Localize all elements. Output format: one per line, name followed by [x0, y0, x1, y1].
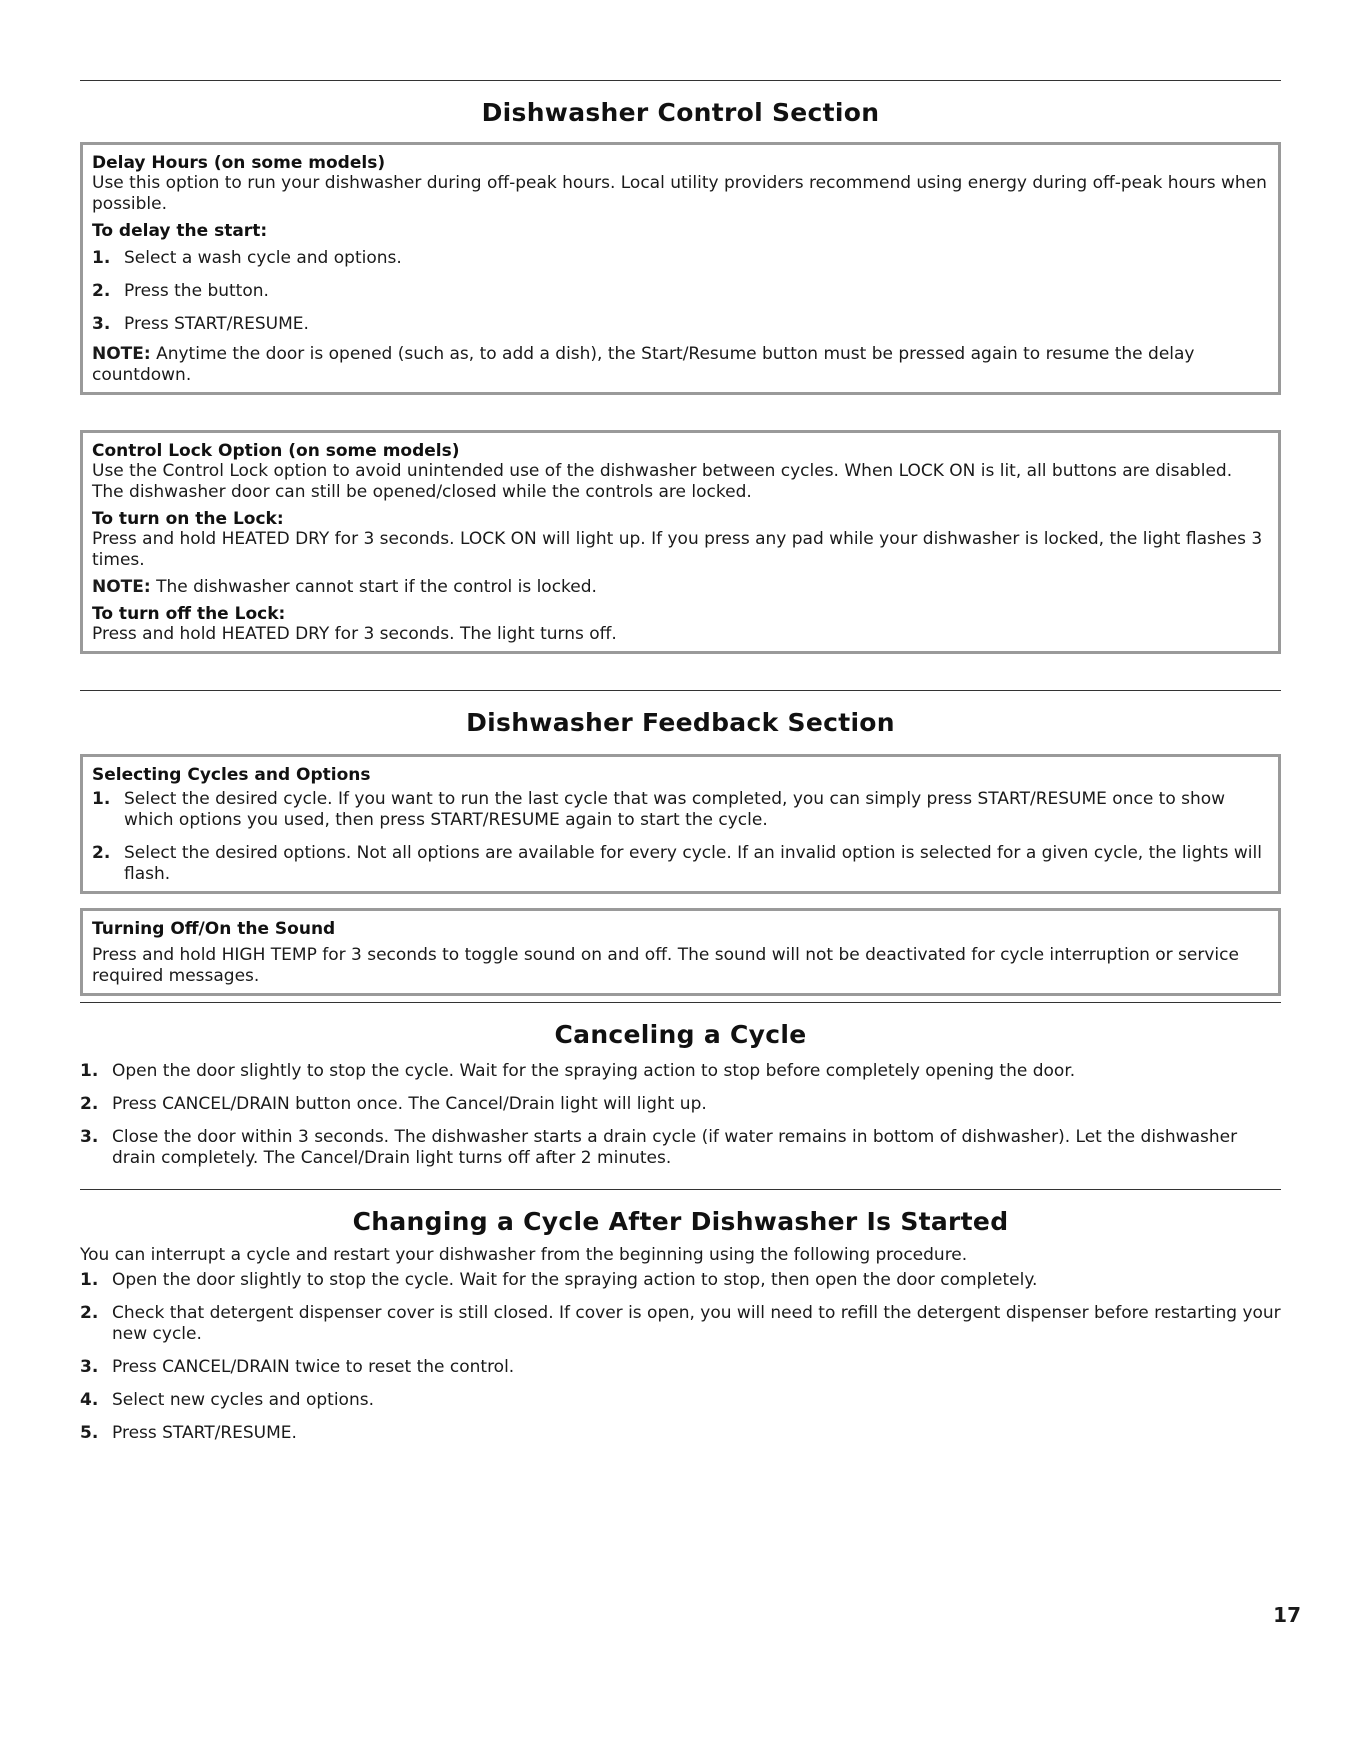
canceling-steps-list — [80, 1061, 1281, 1169]
lock-off-text: Press and hold HEATED DRY for 3 seconds. The light turns off. — [92, 624, 617, 644]
list-item: 1. Open the door slightly to stop the cycle. Wait for the spraying action to stop before completely opening the door. — [80, 1061, 1076, 1081]
list-item: 2. Press CANCEL/DRAIN button once. The Cancel/Drain light will light up. — [80, 1094, 707, 1114]
section-divider — [80, 1002, 1281, 1003]
delay-note: NOTE: Anytime the door is opened (such as, to add a dish), the Start/Resume button must be pressed again to resume the delay countdown. — [92, 344, 1195, 385]
changing-heading: Changing a Cycle After Dishwasher Is Started — [352, 1207, 1009, 1236]
list-item: 4. Select new cycles and options. — [80, 1390, 374, 1410]
list-item: 1. Open the door slightly to stop the cycle. Wait for the spraying action to stop, then open the door completely. — [80, 1270, 1038, 1290]
changing-content — [80, 1245, 1281, 1444]
section-divider — [80, 690, 1281, 691]
changing-intro: You can interrupt a cycle and restart your dishwasher from the beginning using the following procedure. — [80, 1245, 968, 1265]
list-item: 3. Press CANCEL/DRAIN twice to reset the control. — [80, 1357, 515, 1377]
list-item: 1. Select the desired cycle. If you want to run the last cycle that was completed, you can simply press START/RESUME once to show which options you used, then press START/RESUME again to start the cycle. — [92, 789, 1226, 830]
list-item: 3. Press START/RESUME. — [92, 314, 309, 334]
control-lock-intro: Use the Control Lock option to avoid unintended use of the dishwasher between cycles. When LOCK ON is lit, all buttons are disabled. The dishwasher door can still be opened/closed while the controls are locked. — [92, 461, 1233, 502]
canceling-heading: Canceling a Cycle — [554, 1020, 807, 1049]
delay-hours-box — [80, 142, 1281, 395]
list-item: 2. Press the button. — [92, 281, 269, 301]
delay-start-subhead: To delay the start: — [92, 221, 268, 241]
selecting-cycles-title: Selecting Cycles and Options — [92, 765, 371, 785]
changing-steps-list — [80, 1270, 1281, 1444]
delay-hours-intro: Use this option to run your dishwasher during off-peak hours. Local utility providers recommend using energy during off-peak hours when possible. — [92, 173, 1267, 214]
control-lock-box — [80, 430, 1281, 654]
sound-text: Press and hold HIGH TEMP for 3 seconds to toggle sound on and off. The sound will not be deactivated for cycle interruption or service required messages. — [92, 945, 1239, 986]
canceling-content — [80, 1054, 1281, 1169]
section-divider — [80, 1189, 1281, 1190]
control-section-heading: Dishwasher Control Section — [481, 98, 880, 127]
sound-box — [80, 908, 1281, 996]
delay-hours-title: Delay Hours (on some models) — [92, 153, 386, 173]
lock-on-subhead: To turn on the Lock: — [92, 509, 284, 529]
section-divider — [80, 80, 1281, 81]
list-item: 5. Press START/RESUME. — [80, 1423, 297, 1443]
list-item: 2. Select the desired options. Not all options are available for every cycle. If an invalid option is selected for a given cycle, the lights will flash. — [92, 843, 1262, 884]
sound-title: Turning Off/On the Sound — [92, 919, 336, 939]
lock-off-subhead: To turn off the Lock: — [92, 604, 286, 624]
lock-on-text: Press and hold HEATED DRY for 3 seconds. LOCK ON will light up. If you press any pad while your dishwasher is locked, the light flashes 3 times. — [92, 529, 1263, 570]
delay-steps-list — [92, 248, 1268, 335]
feedback-section-heading: Dishwasher Feedback Section — [466, 708, 895, 737]
lock-note: NOTE: The dishwasher cannot start if the control is locked. — [92, 577, 597, 597]
list-item: 1. Select a wash cycle and options. — [92, 248, 402, 268]
page-number: 17 — [1273, 1603, 1301, 1627]
list-item: 3. Close the door within 3 seconds. The dishwasher starts a drain cycle (if water remains in bottom of dishwasher). Let the dishwasher drain completely. The Cancel/Drain light turns off after 2 minutes. — [80, 1127, 1238, 1168]
selecting-steps-list — [92, 789, 1268, 885]
control-lock-title: Control Lock Option (on some models) — [92, 441, 460, 461]
selecting-cycles-box — [80, 754, 1281, 894]
list-item: 2. Check that detergent dispenser cover is still closed. If cover is open, you will need to refill the detergent dispenser before restarting your new cycle. — [80, 1303, 1281, 1344]
